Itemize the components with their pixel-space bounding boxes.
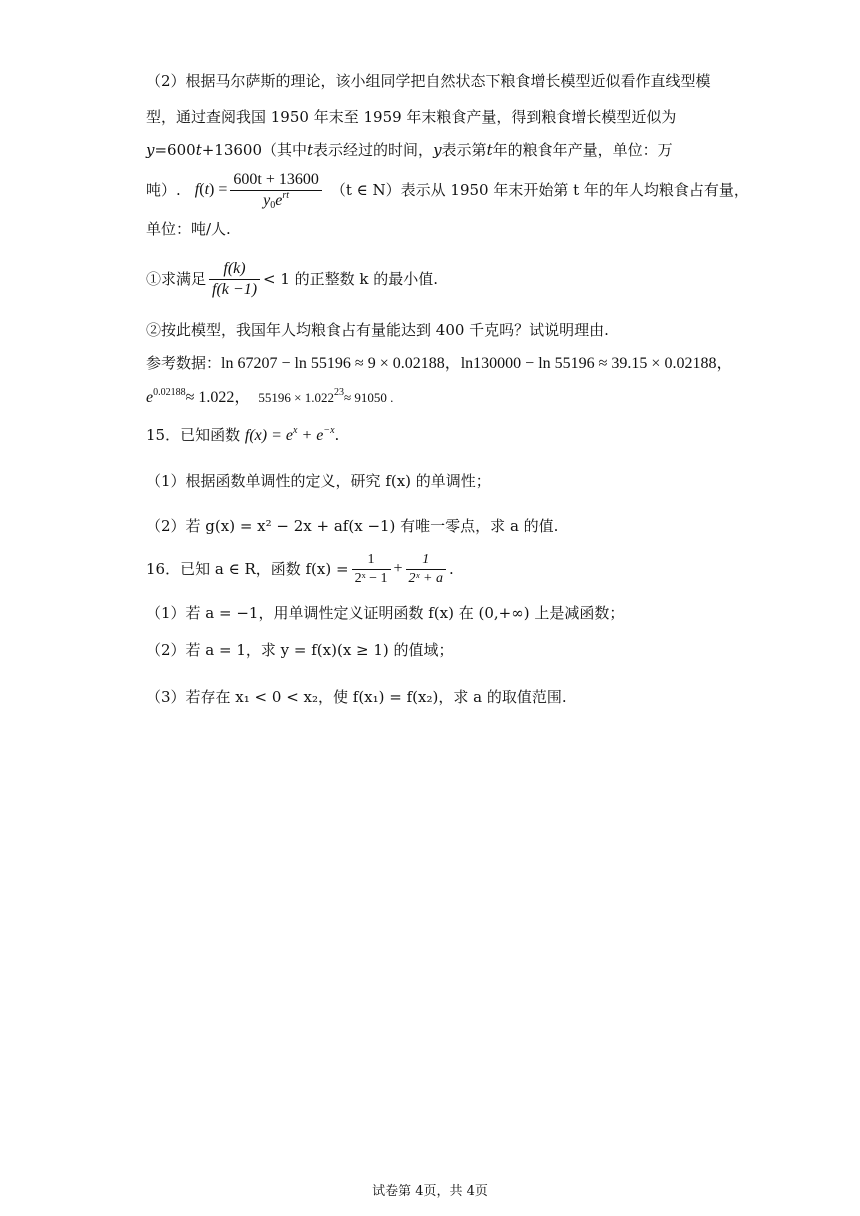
q16-part1: （1）若 a = −1，用单调性定义证明函数 f(x) 在 (0,+∞) 上是减函数； bbox=[146, 604, 625, 622]
text: =600 bbox=[154, 141, 196, 159]
superscript: 23 bbox=[334, 387, 344, 398]
text: < 1 的正整数 k 的最小值. bbox=[263, 269, 439, 288]
fraction-numerator: 1 bbox=[406, 553, 446, 570]
fraction-denominator: 2ˣ + a bbox=[408, 570, 443, 586]
question-number: 15．已知函数 bbox=[146, 426, 241, 444]
reference-label: 参考数据： bbox=[146, 354, 222, 372]
ratio-fraction bbox=[209, 261, 260, 298]
page-footer: 试卷第 4页，共 4页 bbox=[372, 1184, 488, 1199]
reference-values: ln 67207 − ln 55196 ≈ 9 × 0.02188，ln130000 − ln 55196 ≈ 39.15 × 0.02188， bbox=[221, 355, 733, 372]
growth-fraction bbox=[230, 172, 321, 209]
function-f-t: f(t) = bbox=[194, 181, 228, 198]
text: . bbox=[448, 559, 454, 578]
var-e: e bbox=[146, 389, 154, 406]
fraction-denominator bbox=[230, 191, 321, 209]
var-y: y bbox=[433, 141, 442, 159]
text: 吨）. bbox=[146, 180, 181, 199]
function-def bbox=[245, 427, 335, 444]
var-f: f bbox=[194, 181, 200, 198]
var-e: e bbox=[275, 191, 283, 209]
fraction-denominator: f(k −1) bbox=[212, 280, 258, 298]
q14-sub2: ②按此模型，我国年人均粮食占有量能达到 400 千克吗？试说明理由. bbox=[146, 321, 609, 339]
var-t: t bbox=[204, 181, 210, 198]
text: ≈ 91050 . bbox=[344, 390, 394, 405]
q14-part2-line4 bbox=[146, 168, 749, 212]
fraction-denominator: 2ˣ − 1 bbox=[354, 570, 388, 586]
var-y: y bbox=[263, 191, 271, 209]
fraction-numerator: 1 bbox=[352, 553, 391, 570]
superscript: rt bbox=[282, 189, 290, 201]
q14-part2-line1: （2）根据马尔萨斯的理论，该小组同学把自然状态下粮食增长模型近似看作直线型模 bbox=[146, 72, 711, 90]
question-number: 16．已知 a ∈ R，函数 f(x) = bbox=[146, 559, 349, 578]
fraction-numerator: f(k) bbox=[209, 261, 260, 280]
text: （t ∈ N）表示从 1950 年末开始第 t 年的年人均粮食占有量， bbox=[330, 180, 749, 199]
superscript: x bbox=[292, 425, 298, 436]
superscript: 0.02188 bbox=[153, 387, 186, 398]
q14-part2-line3 bbox=[146, 143, 673, 158]
text: 年的粮食年产量，单位：万 bbox=[492, 141, 673, 159]
text: + e bbox=[301, 427, 324, 444]
q14-part2-line5: 单位：吨/人. bbox=[146, 220, 231, 238]
subscript: 0 bbox=[270, 199, 276, 211]
text: 表示经过的时间， bbox=[313, 141, 434, 159]
q14-sub1 bbox=[146, 258, 438, 300]
reference-data-line1 bbox=[146, 356, 732, 372]
var-t: t bbox=[486, 141, 493, 159]
q15-part1: （1）根据函数单调性的定义，研究 f(x) 的单调性； bbox=[146, 472, 491, 490]
text: . bbox=[334, 426, 340, 444]
var-t: t bbox=[307, 141, 314, 159]
q14-part2-line2: 型，通过查阅我国 1950 年末至 1959 年末粮食产量，得到粮食增长模型近似为 bbox=[146, 108, 677, 126]
text: 表示第 bbox=[441, 141, 487, 159]
plus-sign: + bbox=[393, 560, 403, 577]
q15-part2: （2）若 g(x) = x² − 2x + af(x −1) 有唯一零点，求 a 的值. bbox=[146, 517, 559, 535]
text: f(x) = e bbox=[244, 427, 293, 444]
var-t: t bbox=[195, 141, 202, 159]
var-y: y bbox=[146, 141, 155, 159]
fraction-numerator: 600t + 13600 bbox=[230, 172, 321, 191]
reference-data-line2 bbox=[146, 387, 394, 406]
q16-part2: （2）若 a = 1，求 y = f(x)(x ≥ 1) 的值域； bbox=[146, 641, 454, 659]
fraction-1 bbox=[352, 553, 391, 586]
q16-heading bbox=[146, 548, 454, 590]
q16-part3: （3）若存在 x₁ < 0 < x₂，使 f(x₁) = f(x₂)，求 a 的取值范围. bbox=[146, 688, 567, 706]
text: ①求满足 bbox=[146, 269, 207, 288]
text: 55196 × 1.022 bbox=[258, 390, 334, 405]
text: +13600（其中 bbox=[201, 141, 308, 159]
text: ≈ 1.022， bbox=[185, 389, 251, 406]
superscript: −x bbox=[323, 425, 335, 436]
fraction-2 bbox=[406, 553, 446, 586]
q15-heading bbox=[146, 425, 340, 444]
